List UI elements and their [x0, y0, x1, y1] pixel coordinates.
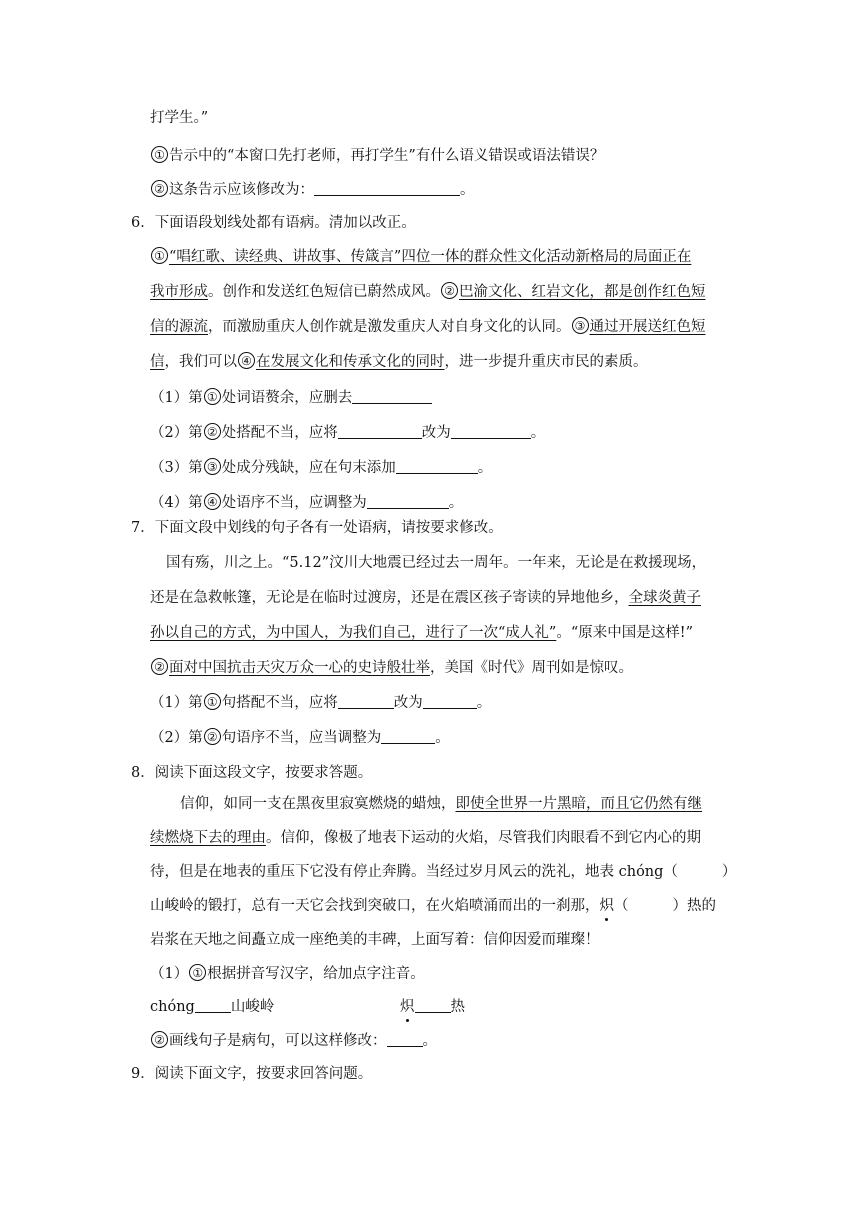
q6-title: 6．下面语段划线处都有语病。清加以改正。 — [131, 215, 416, 231]
text-fragment: ，我们可以 — [164, 354, 237, 370]
circled-number: ① — [204, 693, 221, 710]
text-fragment: 。创作和发送红色短信已蔚然成风。 — [208, 284, 440, 300]
underlined-text: 即使全世界一片黑暗，而且它仍然有继 — [455, 796, 702, 812]
circled-number: ① — [151, 247, 168, 264]
text-fragment: 处成分残缺，应在句末添加 — [221, 460, 396, 476]
text-fragment: 句搭配不当，应将 — [221, 695, 338, 711]
text-fragment: 。“原来中国是这样!” — [556, 625, 693, 641]
q7-para-line-2 — [150, 588, 701, 608]
text-fragment: 处语序不当，应调整为 — [221, 495, 367, 511]
text-fragment: 。 — [448, 495, 464, 511]
circled-number: ② — [204, 728, 221, 745]
circled-number: ③ — [204, 458, 221, 475]
underlined-text: “唱红歌、读经典、讲故事、传箴言”四位一体的群众性文化活动新格局的局面正在 — [169, 249, 692, 265]
q7-answer-1 — [150, 693, 491, 713]
text-fragment: 。 — [476, 695, 492, 711]
q5-item-2 — [150, 180, 475, 200]
text-fragment: （2）第 — [150, 730, 203, 746]
circled-number: ① — [204, 388, 221, 405]
circled-number: ③ — [572, 317, 589, 334]
answer-blank[interactable] — [396, 459, 478, 474]
q6-answer-1 — [150, 388, 432, 408]
text-fragment: 改为 — [393, 695, 423, 711]
text-fragment: （1） — [150, 966, 189, 982]
q7-answer-2 — [150, 728, 450, 748]
text-fragment: （2）第 — [150, 425, 203, 441]
circled-number: ② — [204, 423, 221, 440]
text-fragment: 句语序不当，应当调整为 — [221, 730, 382, 746]
q6-answer-3 — [150, 458, 492, 478]
text-fragment: 打学生。” — [150, 110, 209, 126]
text-fragment: 。 — [435, 730, 450, 746]
answer-blank[interactable] — [352, 389, 432, 404]
q8-fill-2 — [400, 997, 465, 1017]
text-fragment: chóng — [150, 999, 195, 1015]
answer-blank[interactable] — [338, 694, 394, 709]
q8-para-line-4 — [150, 896, 716, 916]
underlined-text: 通过开展送红色短 — [589, 319, 706, 335]
text-fragment: 。 — [460, 182, 475, 198]
answer-blank[interactable] — [195, 998, 231, 1013]
text-fragment: 。 — [530, 425, 546, 441]
text-fragment: ，而激励重庆人创作就是激发重庆人对自身文化的认同。 — [208, 319, 571, 335]
q6-para-line-2 — [150, 282, 706, 302]
circled-number: ② — [151, 1031, 168, 1048]
underlined-text: 续燃烧下去的理由 — [150, 830, 266, 846]
text-fragment: 处搭配不当，应将 — [221, 425, 338, 441]
underlined-text: 巴渝文化、红岩文化，都是创作红色短 — [459, 284, 706, 300]
text-fragment: 山峻岭 — [230, 999, 275, 1015]
text-fragment: 。 — [422, 1033, 437, 1049]
q6-answer-2 — [150, 423, 545, 443]
text-line — [150, 108, 208, 128]
dotted-character: 炽 — [599, 898, 614, 914]
text-fragment: 还是在急救帐篷，无论是在临时过渡房，还是在震区孩子寄读的异地他乡， — [150, 590, 629, 606]
text-fragment: 处词语赘余，应删去 — [221, 390, 353, 406]
question-text: 这条告示应该修改为： — [169, 182, 314, 198]
q8-para-line-1 — [180, 794, 702, 814]
q6-para-line-1 — [150, 247, 691, 267]
q7-para-line-1: 国有殇，川之上。“5.12”汶川大地震已经过去一周年。一年来，无论是在救援现场， — [166, 555, 707, 571]
circled-number: ② — [151, 180, 168, 197]
circled-number: ① — [189, 964, 206, 981]
answer-blank[interactable] — [451, 424, 531, 439]
text-fragment: （1）第 — [150, 390, 203, 406]
underlined-text: 我市形成 — [150, 284, 208, 300]
text-fragment: 根据拼音写汉字，给加点字注音。 — [207, 966, 425, 982]
q8-fill-1 — [150, 997, 274, 1017]
text-fragment: 山峻岭的锻打，总有一天它会找到突破口，在火焰喷涌而出的一刹那， — [150, 898, 600, 914]
text-fragment: ，进一步提升重庆市民的素质。 — [444, 354, 648, 370]
circled-number: ④ — [238, 352, 255, 369]
underlined-text: 面对中国抗击天灾万众一心的史诗般壮举 — [169, 660, 430, 676]
underlined-text: 在发展文化和传承文化的同时 — [256, 354, 445, 370]
text-fragment: （3）第 — [150, 460, 203, 476]
circled-number: ① — [151, 146, 168, 163]
answer-blank[interactable] — [381, 729, 435, 744]
text-fragment: （4）第 — [150, 495, 203, 511]
text-fragment: ）热的 — [672, 898, 716, 914]
circled-number: ② — [441, 282, 458, 299]
q5-item-1 — [150, 146, 604, 166]
underlined-text: 孙以自己的方式，为中国人，为我们自己，进行了一次“成人礼” — [150, 625, 557, 641]
q8-para-line-3 — [150, 862, 736, 882]
text-fragment: 热 — [450, 999, 465, 1015]
text-fragment: 改为 — [421, 425, 451, 441]
answer-blank[interactable] — [415, 998, 451, 1013]
q7-para-line-4 — [150, 658, 633, 678]
q7-title: 7．下面文段中划线的句子各有一处语病，请按要求修改。 — [131, 520, 503, 536]
text-fragment: 待，但是在地表的重压下它没有停止奔腾。当经过岁月风云的洗礼，地表 chóng（ — [150, 864, 678, 880]
q6-para-line-3 — [150, 317, 706, 337]
text-fragment: 。信仰，像极了地表下运动的火焰，尽管我们肉眼看不到它内心的期 — [266, 830, 701, 846]
text-fragment: ） — [721, 864, 737, 880]
q6-answer-4 — [150, 493, 463, 513]
underlined-text: 信 — [150, 354, 165, 370]
question-text: 告示中的“本窗口先打老师，再打学生”有什么语义错误或语法错误？ — [169, 148, 605, 164]
circled-number: ④ — [204, 493, 221, 510]
text-fragment: （1）第 — [150, 695, 203, 711]
dotted-character: 炽 — [400, 999, 415, 1015]
q9-title: 9．阅读下面文字，按要求回答问题。 — [131, 1066, 373, 1082]
q8-para-line-2 — [150, 828, 701, 848]
q8-title: 8．阅读下面这段文字，按要求答题。 — [131, 765, 373, 781]
underlined-text: 全球炎黄子 — [628, 590, 701, 606]
text-fragment: 。 — [477, 460, 493, 476]
answer-blank[interactable] — [387, 1032, 423, 1047]
text-fragment: （ — [614, 898, 629, 914]
answer-blank[interactable] — [367, 494, 449, 509]
q8-answer-1 — [150, 964, 425, 984]
answer-blank[interactable] — [314, 181, 460, 196]
q7-para-line-3 — [150, 623, 693, 643]
text-fragment: 信仰，如同一支在黑夜里寂寞燃烧的蜡烛， — [180, 796, 456, 812]
q8-answer-2 — [150, 1031, 437, 1051]
text-fragment: ，美国《时代》周刊如是惊叹。 — [430, 660, 633, 676]
answer-blank[interactable] — [338, 424, 422, 439]
circled-number: ② — [151, 658, 168, 675]
q8-para-line-5: 岩浆在天地之间矗立成一座绝美的丰碑，上面写着：信仰因爱而璀璨！ — [150, 932, 600, 948]
answer-blank[interactable] — [423, 694, 477, 709]
underlined-text: 信的源流 — [150, 319, 208, 335]
text-fragment: 画线句子是病句，可以这样修改： — [169, 1033, 387, 1049]
q6-para-line-4 — [150, 352, 648, 372]
